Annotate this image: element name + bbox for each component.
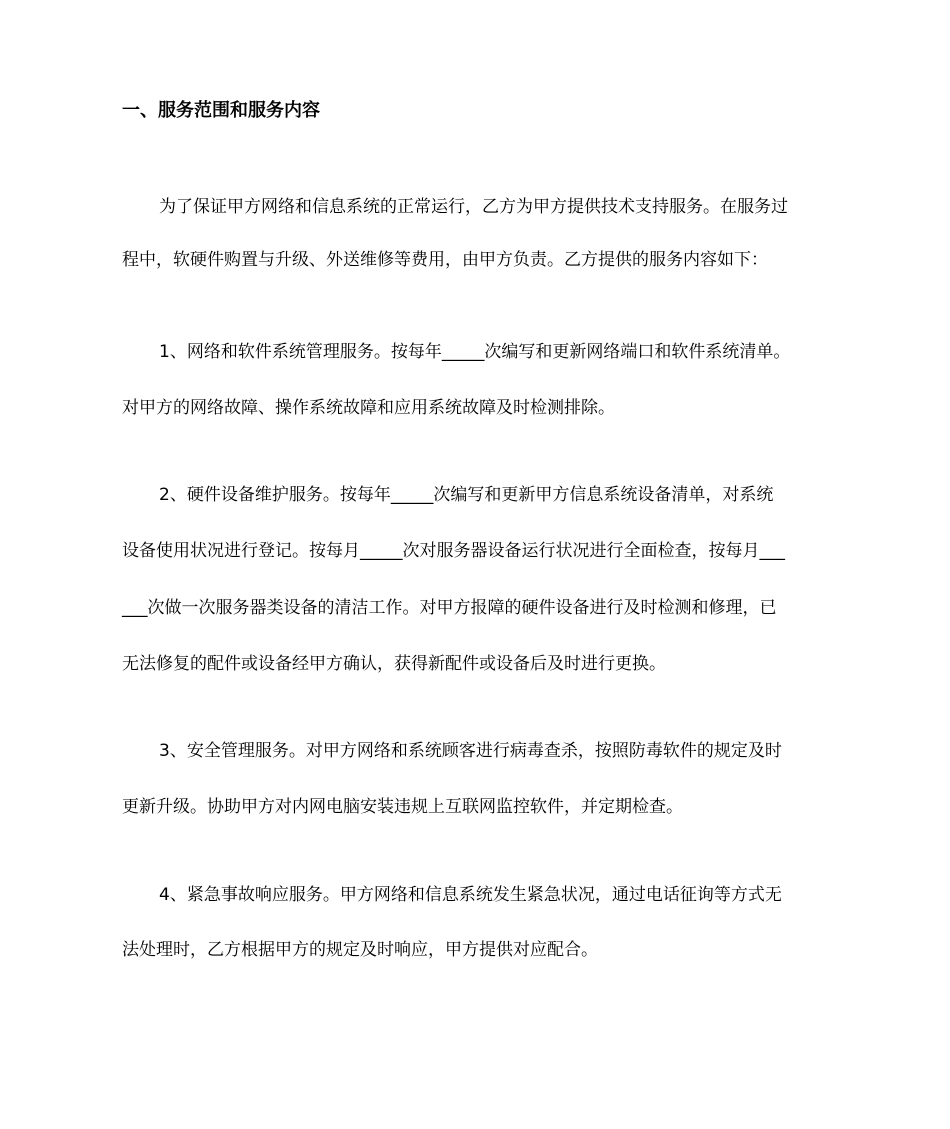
paragraph-line: 更新升级。协助甲方对内网电脑安装违规上互联网监控软件，并定期检查。 [122, 797, 683, 817]
paragraph-line: 3、安全管理服务。对甲方网络和系统顾客进行病毒查杀，按照防毒软件的规定及时 [159, 741, 782, 761]
paragraph-line: ___次做一次服务器类设备的清洁工作。对甲方报障的硬件设备进行及时检测和修理，已 [122, 598, 777, 618]
paragraph-line: 1、网络和软件系统管理服务。按每年_____次编写和更新网络端口和软件系统清单。 [159, 342, 791, 362]
paragraph-line: 对甲方的网络故障、操作系统故障和应用系统故障及时检测排除。 [122, 398, 615, 418]
paragraph-line: 2、硬件设备维护服务。按每年_____次编写和更新甲方信息系统设备清单，对系统 [159, 485, 774, 505]
section-heading: 一、服务范围和服务内容 [122, 100, 320, 121]
paragraph-line: 4、紧急事故响应服务。甲方网络和信息系统发生紧急状况，通过电话征询等方式无 [159, 885, 782, 905]
paragraph-line: 设备使用状况进行登记。按每月_____次对服务器设备运行状况进行全面检查，按每月___ [122, 541, 785, 561]
paragraph-line: 无法修复的配件或设备经甲方确认，获得新配件或设备后及时进行更换。 [122, 654, 666, 674]
paragraph-line: 法处理时，乙方根据甲方的规定及时响应，甲方提供对应配合。 [122, 940, 598, 960]
paragraph-line: 程中，软硬件购置与升级、外送维修等费用，由甲方负责。乙方提供的服务内容如下： [122, 250, 768, 270]
paragraph-line: 为了保证甲方网络和信息系统的正常运行，乙方为甲方提供技术支持服务。在服务过 [159, 197, 788, 217]
